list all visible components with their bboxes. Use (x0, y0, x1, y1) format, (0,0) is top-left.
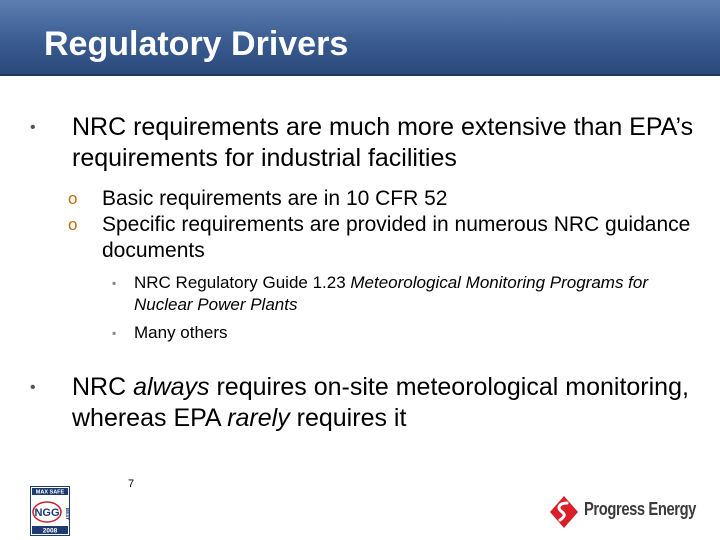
bullet-onsite-monitoring (30, 372, 696, 434)
bullet-nrc-requirements (30, 112, 696, 174)
bullet-marker: • (30, 379, 36, 396)
guide-title-text: Meteorological Monitoring Programs for Nuclear Power Plants (134, 273, 649, 314)
sub-bullet-10cfr52 (68, 186, 696, 212)
sub-bullet-guidance-documents (68, 212, 696, 264)
slide-title: Regulatory Drivers (44, 25, 349, 63)
ngg-mark-text: NGG (34, 507, 60, 519)
sub-bullet-text: Specific requirements are provided in numerous NRC guidance documents (102, 213, 691, 262)
sub-sub-bullet-many-others (112, 322, 690, 344)
sub-bullet-marker: o (68, 189, 78, 208)
ngg-top-text: MAX SAFE (35, 489, 65, 496)
bullet-text-part2: requires on-site meteorological monitoring, whereas EPA (72, 373, 689, 432)
page-number: 7 (128, 478, 135, 490)
guide-reference-text: NRC Regulatory Guide 1.23 (134, 273, 351, 292)
sub-bullet-marker: o (68, 215, 78, 234)
emphasis-rarely: rarely (227, 404, 290, 432)
progress-energy-swirl-icon (548, 494, 580, 530)
emphasis-always: always (133, 373, 210, 401)
sub-sub-bullet-text: Many others (134, 323, 228, 342)
sub-sub-bullet-marker: ▪ (112, 326, 117, 340)
company-name: Progress Energy (584, 499, 696, 519)
bullet-text: NRC requirements are much more extensive than EPA’s requirements for industrial facilities (72, 113, 694, 172)
progress-energy-logo (548, 494, 698, 530)
sub-sub-bullet-marker: ▪ (112, 276, 117, 290)
slide-content (0, 112, 720, 434)
bullet-marker: • (30, 119, 36, 136)
ngg-award-logo (30, 486, 70, 536)
bullet-text-part3: requires it (289, 404, 407, 432)
sub-sub-bullet-list (0, 272, 720, 344)
title-bar (0, 0, 720, 76)
sub-sub-bullet-regulatory-guide (112, 272, 690, 316)
sub-bullet-list (0, 186, 720, 264)
ngg-side-text: BEST (65, 507, 70, 521)
bullet-text-part1: NRC (72, 373, 134, 401)
ngg-year-text: 2008 (42, 527, 58, 535)
sub-bullet-text: Basic requirements are in 10 CFR 52 (102, 187, 448, 210)
